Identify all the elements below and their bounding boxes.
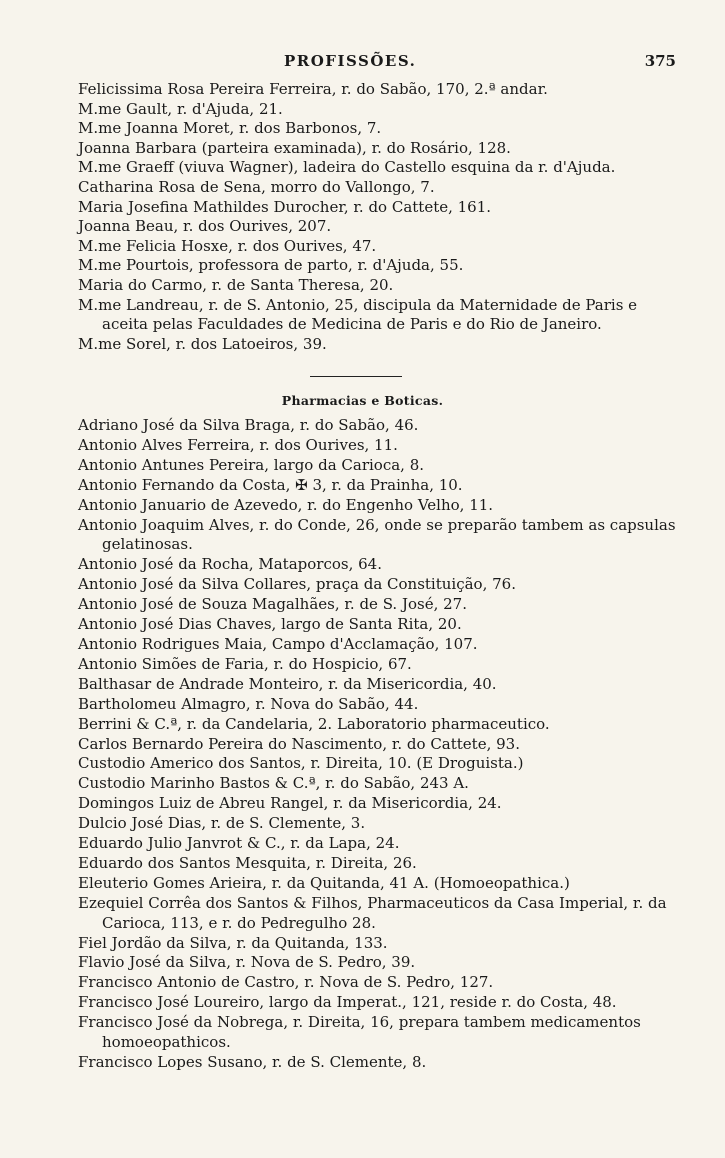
midwives-list	[78, 80, 676, 354]
page-header	[0, 52, 725, 74]
list-item: Balthasar de Andrade Monteiro, r. da Misericordia, 40.	[78, 674, 497, 693]
list-item: M.me Pourtois, professora de parto, r. d'Ajuda, 55.	[78, 256, 464, 275]
list-item: Antonio José da Rocha, Mataporcos, 64.	[78, 555, 382, 574]
list-item: Antonio Antunes Pereira, largo da Carioca, 8.	[78, 455, 425, 474]
list-item: Francisco José da Nobrega, r. Direita, 16, prepara tambem medicamentos homoeopathicos.	[78, 1013, 641, 1052]
list-item: Felicissima Rosa Pereira Ferreira, r. do Sabão, 170, 2.ª andar.	[78, 80, 548, 98]
list-item: Francisco José Loureiro, largo da Imperat., 121, reside r. do Costa, 48.	[78, 993, 617, 1012]
list-item: Antonio Simões de Faria, r. do Hospicio, 67.	[78, 654, 412, 673]
list-item: Antonio Fernando da Costa, ✠ 3, r. da Prainha, 10.	[78, 475, 463, 494]
running-title: PROFISSÕES.	[284, 52, 417, 70]
list-item: Catharina Rosa de Sena, morro do Vallongo, 7.	[78, 177, 435, 196]
list-item: Francisco Lopes Susano, r. de S. Clemente, 8.	[78, 1053, 427, 1071]
list-item: Antonio José da Silva Collares, praça da Constituição, 76.	[78, 575, 516, 594]
list-item: M.me Gault, r. d'Ajuda, 21.	[78, 99, 283, 118]
list-item: Antonio Alves Ferreira, r. dos Ourives, 11.	[78, 435, 398, 454]
section-divider	[310, 376, 402, 377]
list-item: M.me Sorel, r. dos Latoeiros, 39.	[78, 334, 327, 353]
list-item: Antonio José de Souza Magalhães, r. de S. José, 27.	[78, 595, 467, 614]
list-item: Antonio José Dias Chaves, largo de Santa Rita, 20.	[78, 615, 462, 634]
list-item: Flavio José da Silva, r. Nova de S. Pedro, 39.	[78, 953, 416, 972]
list-item: Eduardo Julio Janvrot & C., r. da Lapa, 24.	[78, 834, 400, 853]
list-item: Antonio Joaquim Alves, r. do Conde, 26, onde se preparão tambem as capsulas gelatinosas.	[78, 515, 676, 554]
list-item: Fiel Jordão da Silva, r. da Quitanda, 133.	[78, 933, 388, 952]
list-item: M.me Graeff (viuva Wagner), ladeira do Castello esquina da r. d'Ajuda.	[78, 158, 616, 177]
list-item: M.me Joanna Moret, r. dos Barbonos, 7.	[78, 119, 382, 138]
list-item: Custodio Americo dos Santos, r. Direita, 10. (E Droguista.)	[78, 754, 524, 773]
list-item: Eduardo dos Santos Mesquita, r. Direita, 26.	[78, 853, 417, 872]
list-item: Domingos Luiz de Abreu Rangel, r. da Misericordia, 24.	[78, 794, 502, 813]
list-item: Maria Josefina Mathildes Durocher, r. do Cattete, 161.	[78, 197, 492, 216]
list-item: Ezequiel Corrêa dos Santos & Filhos, Pharmaceuticos da Casa Imperial, r. da Carioca, 113, e r. do Pedregulho 28.	[78, 893, 667, 932]
list-item: Joanna Barbara (parteira examinada), r. do Rosário, 128.	[78, 138, 511, 157]
list-item: Francisco Antonio de Castro, r. Nova de S. Pedro, 127.	[78, 973, 494, 992]
pharmacies-list	[78, 416, 676, 1073]
list-item: Antonio Rodrigues Maia, Campo d'Acclamação, 107.	[78, 634, 478, 653]
list-item: Adriano José da Silva Braga, r. do Sabão, 46.	[78, 416, 419, 434]
page-number: 375	[644, 52, 676, 70]
list-item: Dulcio José Dias, r. de S. Clemente, 3.	[78, 814, 366, 833]
section-title: Pharmacias e Boticas.	[281, 393, 444, 408]
list-item: Berrini & C.ª, r. da Candelaria, 2. Laboratorio pharmaceutico.	[78, 714, 550, 733]
list-item: M.me Landreau, r. de S. Antonio, 25, discipula da Maternidade de Paris e aceita pelas Faculdades de Medicina de Paris e do Rio de Janeiro.	[78, 295, 638, 334]
list-item: Joanna Beau, r. dos Ourives, 207.	[78, 217, 332, 236]
list-item: Custodio Marinho Bastos & C.ª, r. do Sabão, 243 A.	[78, 774, 469, 793]
list-item: Antonio Januario de Azevedo, r. do Engenho Velho, 11.	[78, 495, 494, 514]
list-item: M.me Felicia Hosxe, r. dos Ourives, 47.	[78, 236, 377, 255]
list-item: Bartholomeu Almagro, r. Nova do Sabão, 44.	[78, 694, 419, 713]
list-item: Maria do Carmo, r. de Santa Theresa, 20.	[78, 275, 394, 294]
list-item: Carlos Bernardo Pereira do Nascimento, r. do Cattete, 93.	[78, 734, 520, 753]
list-item: Eleuterio Gomes Arieira, r. da Quitanda, 41 A. (Homoeopathica.)	[78, 873, 570, 892]
